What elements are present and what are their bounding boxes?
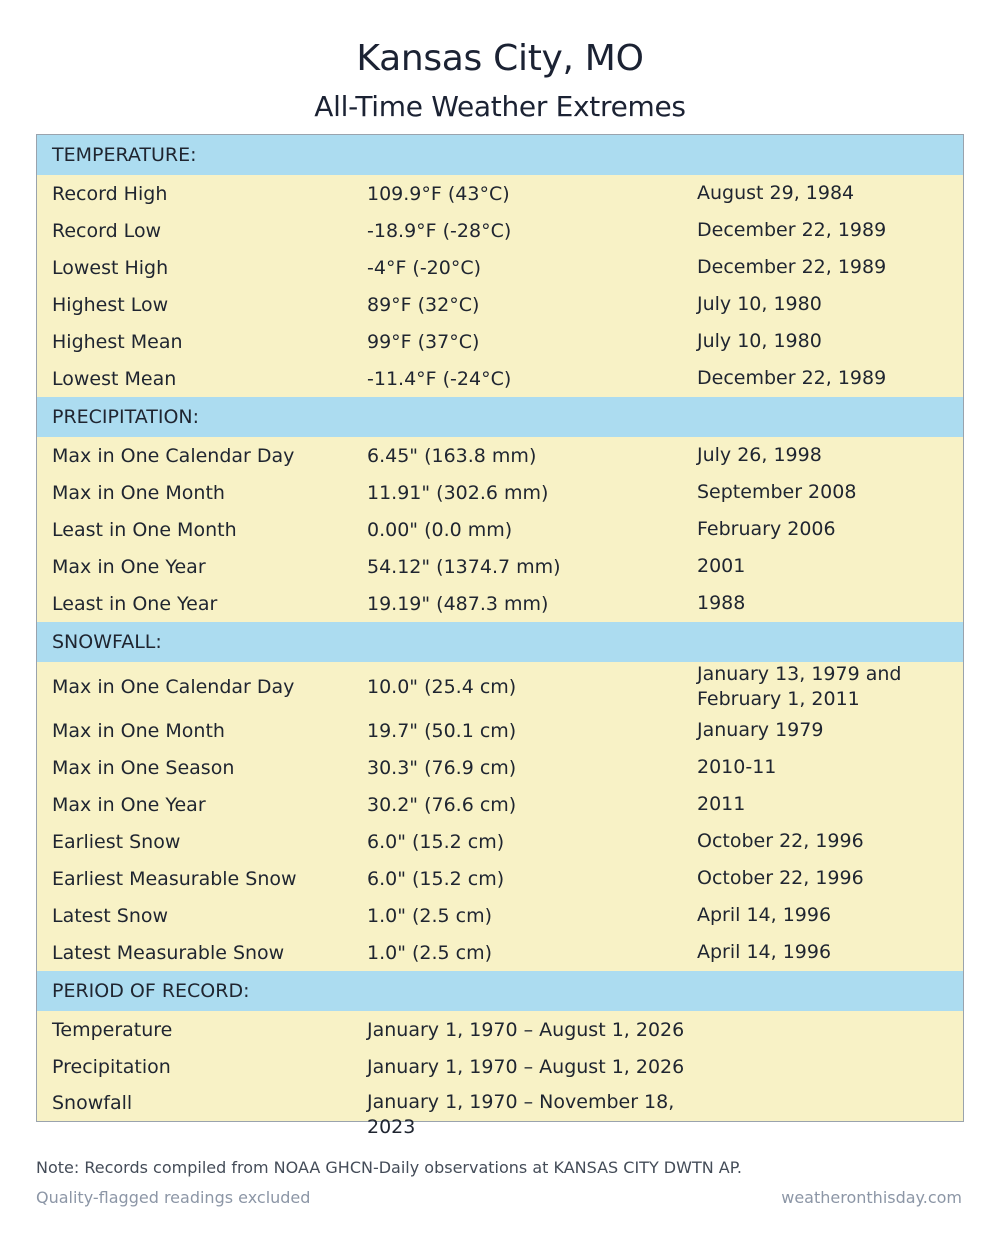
row-value: 11.91" (302.6 mm) xyxy=(367,481,549,504)
row-label: Record High xyxy=(52,182,168,205)
row-value: 54.12" (1374.7 mm) xyxy=(367,555,561,578)
row-label: Max in One Calendar Day xyxy=(52,444,295,467)
row-value: 30.2" (76.6 cm) xyxy=(367,793,517,816)
extremes-table xyxy=(36,134,964,1138)
row-label: Max in One Month xyxy=(52,481,225,504)
row-value: January 1, 1970 – November 18, 2023 xyxy=(367,1091,675,1138)
row-date: July 10, 1980 xyxy=(697,293,822,315)
table-row xyxy=(37,860,963,897)
row-value: -4°F (-20°C) xyxy=(367,256,482,279)
row-label: Max in One Year xyxy=(52,555,206,578)
row-value: 0.00" (0.0 mm) xyxy=(367,518,513,541)
row-date: December 22, 1989 xyxy=(697,367,887,389)
table-row xyxy=(37,897,963,934)
row-date: December 22, 1989 xyxy=(697,219,887,241)
row-value: 1.0" (2.5 cm) xyxy=(367,904,493,927)
source-credit: weatheronthisday.com xyxy=(781,1188,962,1207)
row-label: Record Low xyxy=(52,219,162,242)
table-row xyxy=(37,823,963,860)
row-date: April 14, 1996 xyxy=(697,941,832,963)
row-value: January 1, 1970 – August 1, 2026 xyxy=(367,1055,685,1078)
table-row xyxy=(37,175,963,212)
row-label: Max in One Season xyxy=(52,756,235,779)
table-row xyxy=(37,286,963,323)
row-label: Least in One Month xyxy=(52,518,237,541)
section-header-period-of-record: PERIOD OF RECORD: xyxy=(37,971,963,1011)
row-value: 10.0" (25.4 cm) xyxy=(367,676,517,698)
row-label: Highest Mean xyxy=(52,330,183,353)
row-date: 2010-11 xyxy=(697,756,777,778)
row-label: Lowest High xyxy=(52,256,169,279)
row-value: 6.0" (15.2 cm) xyxy=(367,867,505,890)
row-value: -11.4°F (-24°C) xyxy=(367,367,512,390)
row-date: April 14, 1996 xyxy=(697,904,832,926)
table-row xyxy=(37,934,963,971)
row-label: Temperature xyxy=(52,1018,173,1041)
row-date: February 2006 xyxy=(697,518,836,540)
row-value: 6.0" (15.2 cm) xyxy=(367,830,505,853)
table-row xyxy=(37,474,963,511)
row-value: 6.45" (163.8 mm) xyxy=(367,444,537,467)
footnote: Note: Records compiled from NOAA GHCN-Daily observations at KANSAS CITY DWTN AP. xyxy=(36,1158,742,1177)
table-row xyxy=(37,1048,963,1085)
row-date: January 1979 xyxy=(697,719,824,741)
row-label: Max in One Calendar Day xyxy=(52,676,295,698)
row-date: 2011 xyxy=(697,793,746,815)
row-date: January 13, 1979 and February 1, 2011 xyxy=(697,663,902,710)
row-value: 89°F (32°C) xyxy=(367,293,480,316)
row-label: Latest Measurable Snow xyxy=(52,941,285,964)
row-date: December 22, 1989 xyxy=(697,256,887,278)
page-title: Kansas City, MO xyxy=(356,38,644,79)
table-row xyxy=(37,712,963,749)
row-value: 30.3" (76.9 cm) xyxy=(367,756,517,779)
section-header-temperature: TEMPERATURE: xyxy=(37,135,963,175)
table-row xyxy=(37,323,963,360)
row-value: 19.19" (487.3 mm) xyxy=(367,592,549,615)
row-date: September 2008 xyxy=(697,481,857,503)
row-date: August 29, 1984 xyxy=(697,182,855,204)
row-value: 99°F (37°C) xyxy=(367,330,480,353)
row-label: Snowfall xyxy=(52,1092,133,1114)
quality-note: Quality-flagged readings excluded xyxy=(36,1188,311,1207)
table-row xyxy=(37,212,963,249)
table-row xyxy=(37,249,963,286)
page-subtitle: All-Time Weather Extremes xyxy=(314,90,686,123)
table-row xyxy=(37,548,963,585)
table-row xyxy=(37,437,963,474)
row-label: Lowest Mean xyxy=(52,367,177,390)
row-label: Least in One Year xyxy=(52,592,218,615)
section-header-precipitation: PRECIPITATION: xyxy=(37,397,963,437)
table-row xyxy=(37,360,963,397)
row-date: October 22, 1996 xyxy=(697,867,864,889)
row-label: Precipitation xyxy=(52,1055,171,1078)
row-value: 19.7" (50.1 cm) xyxy=(367,719,517,742)
row-label: Highest Low xyxy=(52,293,169,316)
table-row xyxy=(37,585,963,622)
row-date: October 22, 1996 xyxy=(697,830,864,852)
row-label: Max in One Year xyxy=(52,793,206,816)
row-label: Earliest Snow xyxy=(52,830,181,853)
row-date: July 26, 1998 xyxy=(697,444,822,466)
section-header-snowfall: SNOWFALL: xyxy=(37,622,963,662)
table-row xyxy=(37,511,963,548)
table-row xyxy=(37,786,963,823)
row-value: 109.9°F (43°C) xyxy=(367,182,510,205)
row-value: -18.9°F (-28°C) xyxy=(367,219,512,242)
row-label: Latest Snow xyxy=(52,904,169,927)
row-value: January 1, 1970 – August 1, 2026 xyxy=(367,1018,685,1041)
row-date: 1988 xyxy=(697,592,746,614)
table-row xyxy=(37,1011,963,1048)
row-label: Max in One Month xyxy=(52,719,225,742)
row-label: Earliest Measurable Snow xyxy=(52,867,297,890)
row-date: July 10, 1980 xyxy=(697,330,822,352)
row-date: 2001 xyxy=(697,555,746,577)
table-row xyxy=(37,662,963,712)
table-row xyxy=(37,1085,963,1138)
table-row xyxy=(37,749,963,786)
row-value: 1.0" (2.5 cm) xyxy=(367,941,493,964)
